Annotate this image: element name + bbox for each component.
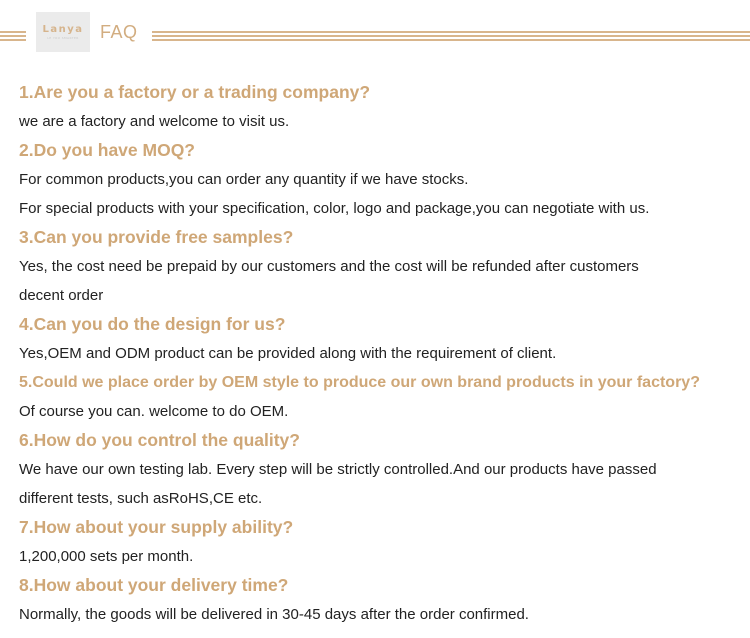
faq-question: 2.Do you have MOQ?: [19, 140, 195, 160]
faq-header: [0, 12, 750, 52]
faq-answer-line: Yes, the cost need be prepaid by our customers and the cost will be refunded after customers: [19, 258, 639, 275]
header-stripe-left: [0, 31, 26, 41]
faq-item: [19, 223, 744, 310]
faq-question: 7.How about your supply ability?: [19, 517, 294, 537]
header-stripe-right: [152, 31, 750, 41]
faq-answer-line: Of course you can. welcome to do OEM.: [19, 403, 289, 420]
faq-item: [19, 78, 744, 136]
faq-item: [19, 136, 744, 223]
faq-answer-line: we are a factory and welcome to visit us.: [19, 113, 290, 130]
faq-answer-line: Normally, the goods will be delivered in 30-45 days after the order confirmed.: [19, 606, 529, 623]
logo-wordmark: Lanya: [42, 23, 84, 35]
faq-answer-line: Yes,OEM and ODM product can be provided along with the requirement of client.: [19, 345, 557, 362]
faq-question: 5.Could we place order by OEM style to produce our own brand products in your factory?: [19, 374, 700, 391]
faq-item: [19, 426, 744, 513]
faq-answer-line: For common products,you can order any quantity if we have stocks.: [19, 171, 469, 188]
faq-question: 1.Are you a factory or a trading company?: [19, 82, 371, 102]
faq-answer-line: We have our own testing lab. Every step will be strictly controlled.And our products have passed: [19, 461, 657, 478]
faq-item: [19, 310, 744, 368]
faq-item: [19, 513, 744, 571]
faq-question: 4.Can you do the design for us?: [19, 314, 286, 334]
faq-question: 6.How do you control the quality?: [19, 430, 300, 450]
section-title: FAQ: [100, 22, 138, 42]
brand-logo: [36, 12, 90, 52]
faq-question: 3.Can you provide free samples?: [19, 227, 294, 247]
logo-tagline: LE YOU SMARTER: [47, 35, 79, 40]
faq-answer-line: different tests, such asRoHS,CE etc.: [19, 490, 263, 507]
faq-answer-line: 1,200,000 sets per month.: [19, 548, 194, 565]
faq-answer-line: decent order: [19, 287, 104, 304]
faq-answer-line: For special products with your specification, color, logo and package,you can negotiate with us.: [19, 200, 650, 217]
faq-question: 8.How about your delivery time?: [19, 575, 289, 595]
faq-list: [19, 78, 744, 629]
faq-item: [19, 368, 744, 426]
faq-item: [19, 571, 744, 629]
